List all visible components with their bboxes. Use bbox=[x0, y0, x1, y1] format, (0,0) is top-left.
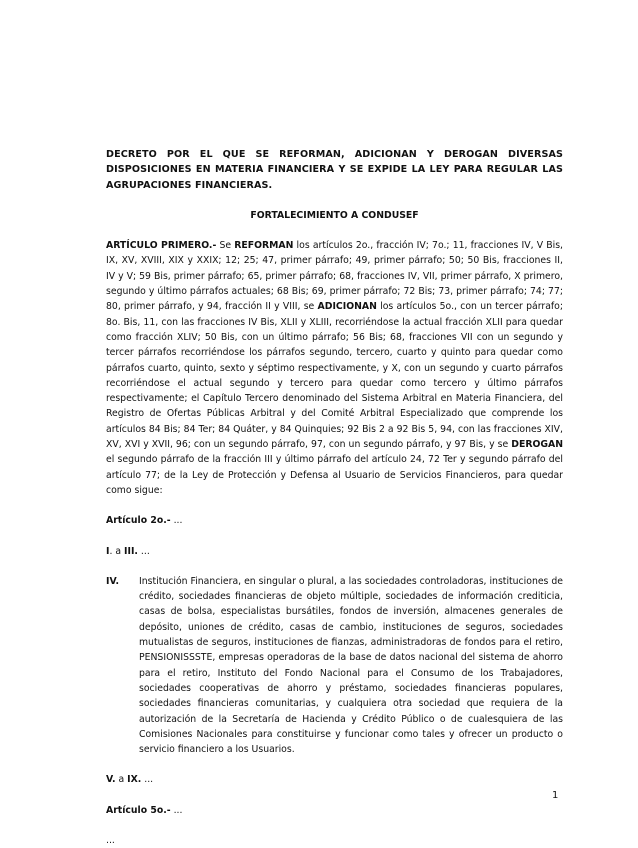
article-5o-label: Artículo 5o.- bbox=[106, 804, 171, 816]
keyword-adicionan: ADICIONAN bbox=[317, 301, 377, 313]
article-text-1: Se bbox=[216, 240, 235, 252]
article-2o-line bbox=[106, 513, 563, 528]
article-text-3: los artículos 5o., con un tercer párrafo; 8o. Bis, 11, con las fracciones IV Bis, XLII y XLIII, recorriéndose la actual fracción XLII para quedar como fracción XLIV; 50 Bis, con un último párrafo; 56 Bis; 68, fracciones VII con un segundo y tercer párrafos recorriéndose los párrafos segundo, tercero, cuarto y quinto para quedar como párrafos cuarto, quinto, sexto y séptimo respectivamente, y X, con un segundo y cuarto párrafos recorriéndose el actual segundo y tercero para quedar como tercero y último párrafos respectivamente; el Capítulo Tercero denominado del Sistema Arbitral en Materia Financiera, del Registro de Ofertas Públicas Arbitral y del Comité Arbitral Especializado que comprende los artículos 84 Bis; 84 Ter; 84 Quáter, y 84 Quinquies; 92 Bis 2 a 92 Bis 5, 94, con las fracciones XIV, XV, XVI y XVII, 96; con un segundo párrafo, 97, con un segundo párrafo, y 97 Bis, y se bbox=[106, 301, 564, 451]
article-5o-rest: ... bbox=[170, 804, 183, 816]
fraction-range-mid: . a bbox=[109, 545, 125, 557]
fraction-range-mid: a bbox=[115, 774, 128, 786]
keyword-reforman: REFORMAN bbox=[234, 240, 294, 252]
fraction-end: IX. bbox=[127, 774, 142, 786]
ellipsis-line: ... bbox=[106, 834, 115, 846]
article-label: ARTÍCULO PRIMERO.- bbox=[106, 240, 217, 252]
keyword-derogan: DEROGAN bbox=[511, 439, 563, 451]
page-number: 1 bbox=[552, 790, 559, 801]
fraction-iv-number: IV. bbox=[106, 575, 119, 587]
fraction-iv-text: Institución Financiera, en singular o plural, a las sociedades controladoras, instituciones de crédito, sociedades financieras de objeto múltiple, sociedades de información crediticia, casas de bolsa, especialistas bursátiles, fondos de inversión, almacenes generales de depósito, uniones de crédito, casas de cambio, instituciones de seguros, sociedades mutualistas de seguros, instituciones de fianzas, administradoras de fondos para el retiro, PENSIONISSSTE, empresas operadoras de la base de datos nacional del sistema de ahorro para el retiro, Instituto del Fondo Nacional para el Consumo de los Trabajadores, sociedades cooperativas de ahorro y préstamo, sociedades financieras populares, sociedades financieras comunitarias, y cualquiera otra sociedad que requiera de la autorización de la Secretaría de Hacienda y Crédito Público o de cualesquiera de las Comisiones Nacionales para constituirse y funcionar como tales y ofrecer un producto o servicio financiero a los Usuarios. bbox=[139, 575, 563, 756]
document-body bbox=[106, 147, 563, 848]
article-2o-label: Artículo 2o.- bbox=[106, 515, 171, 527]
fraction-range-rest: ... bbox=[137, 545, 150, 557]
fraction-iv bbox=[106, 574, 563, 758]
article-text-4: el segundo párrafo de la fracción III y último párrafo del artículo 24, 72 Ter y segundo párrafo del artículo 77; de la Ley de Protección y Defensa al Usuario de Servicios Financieros, para quedar como sigue: bbox=[106, 454, 563, 496]
fraction-start: V. bbox=[106, 774, 116, 786]
section-heading: FORTALECIMIENTO A CONDUSEF bbox=[250, 209, 419, 221]
article-text-2: los artículos 2o., fracción IV; 7o.; 11, fracciones IV, V Bis, IX, XV, XVIII, XIX y XXIX; 12; 25; 47, primer párrafo; 49, primer párrafo; 50; 50 Bis, fracciones II, IV y V; 59 Bis, primer párrafo; 65, primer párrafo; 68, fracciones IV, VII, primer párrafo, X primero, segundo y último párrafos actuales; 68 Bis; 69, primer párrafo; 72 Bis; 73, primer párrafo; 74; 77; 80, primer párrafo, y 94, fracción II y VIII, se bbox=[106, 240, 563, 313]
fraction-range-v-ix bbox=[106, 772, 563, 787]
fraction-end: III. bbox=[124, 545, 138, 557]
article-5o-line bbox=[106, 803, 563, 818]
article-primero-paragraph bbox=[106, 238, 563, 498]
decree-title: DECRETO POR EL QUE SE REFORMAN, ADICIONAN Y DEROGAN DIVERSAS DISPOSICIONES EN MATERIA FINANCIERA Y SE EXPIDE LA LEY PARA REGULAR LAS AGRUPACIONES FINANCIERAS. bbox=[106, 149, 563, 191]
fraction-start: I bbox=[106, 545, 110, 557]
article-2o-rest: ... bbox=[170, 515, 183, 527]
fraction-range-rest: ... bbox=[141, 774, 154, 786]
fraction-range-i-iii bbox=[106, 544, 563, 559]
